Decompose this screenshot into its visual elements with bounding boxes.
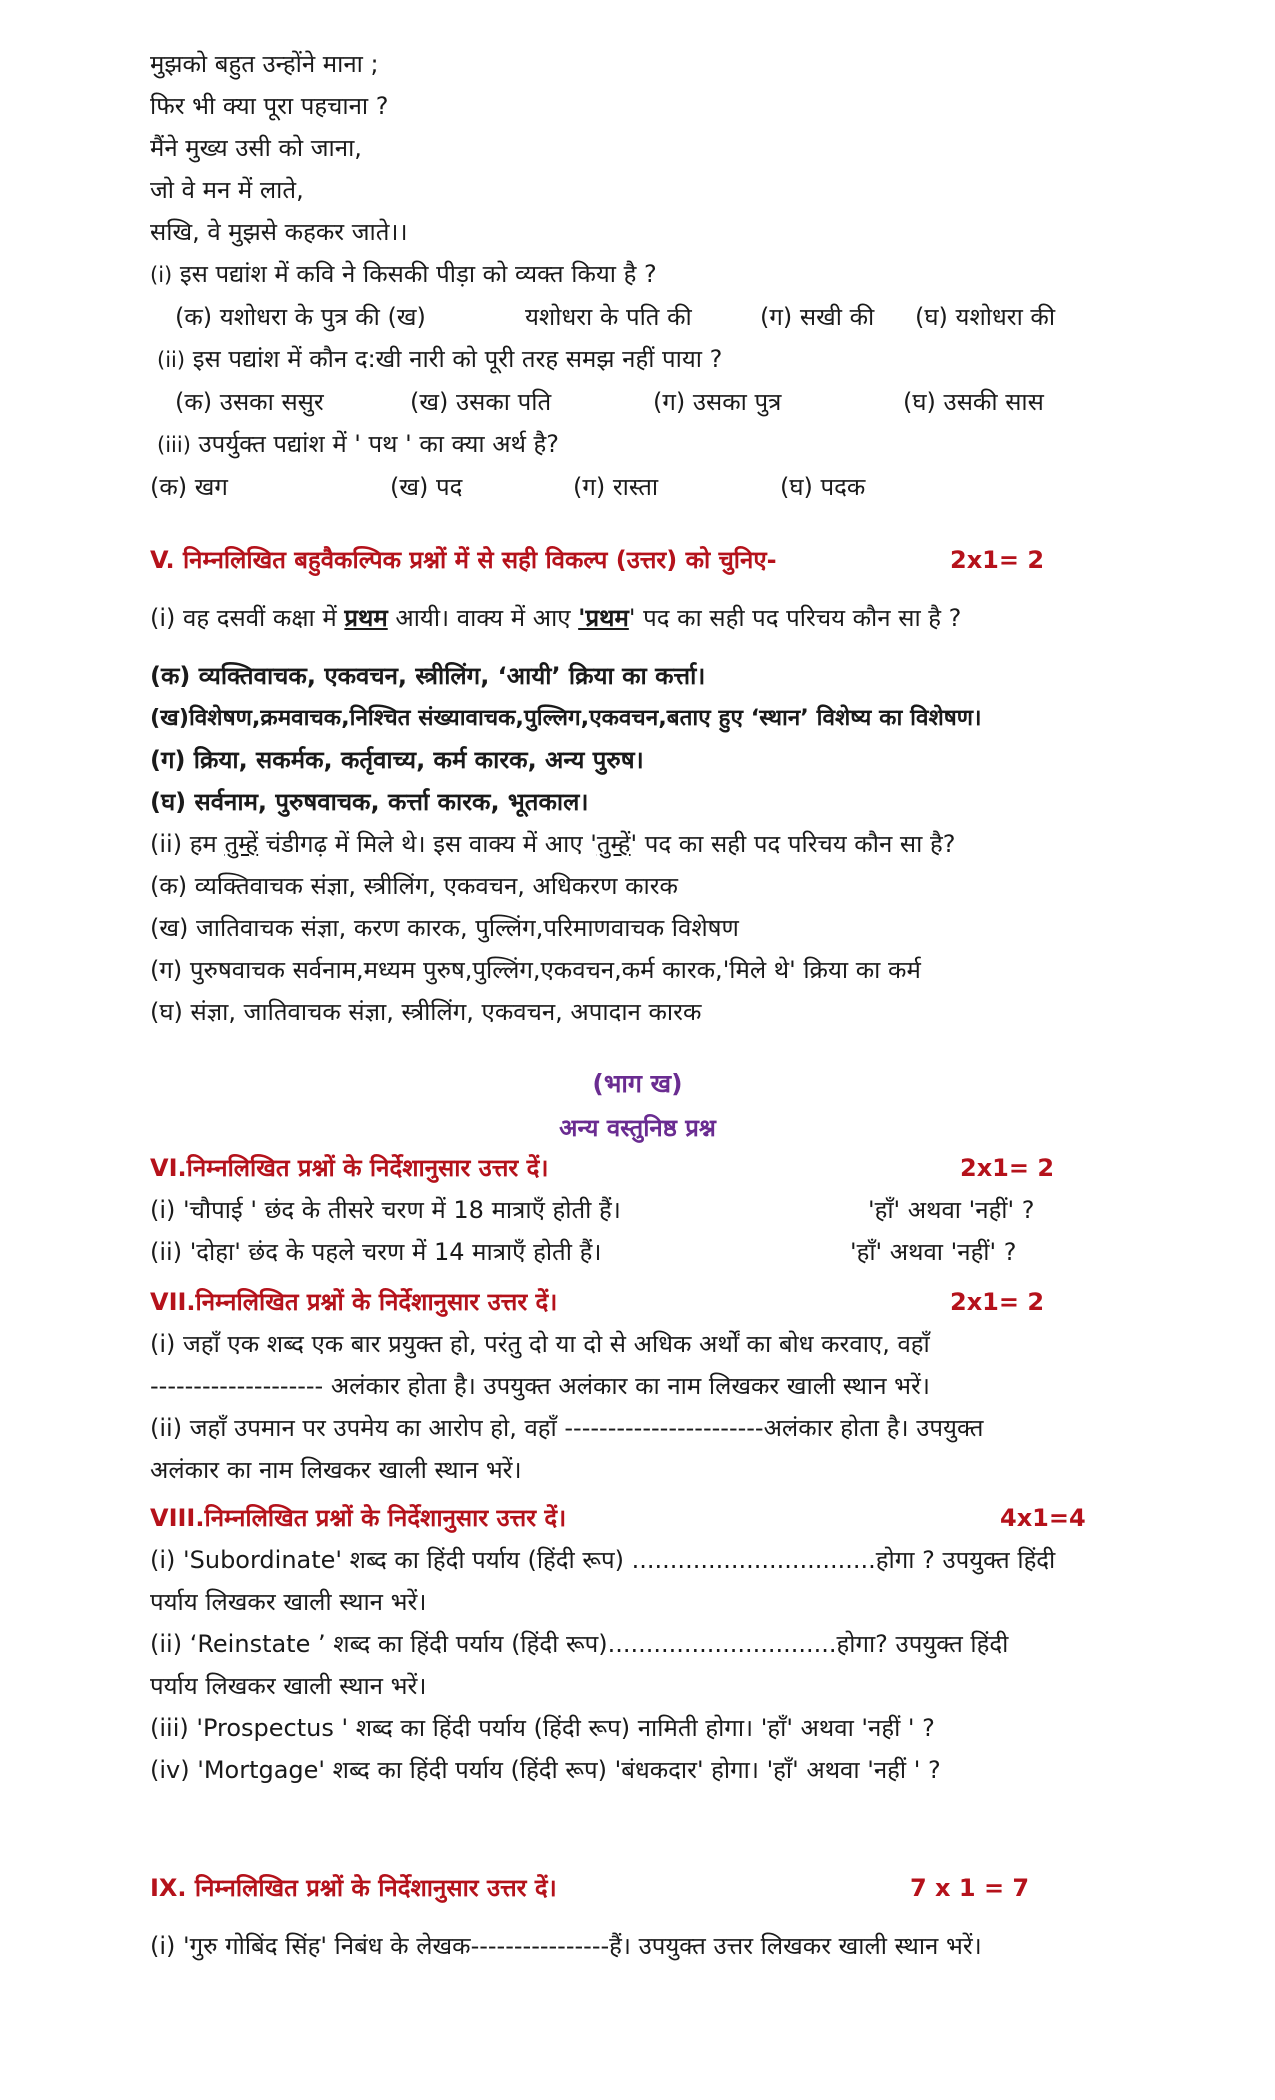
section-7-marks: 2x1= 2 <box>950 1288 1045 1316</box>
part-b-subtitle: अन्य वस्तुनिष्ठ प्रश्न <box>559 1114 716 1142</box>
poem-line-2: फिर भी क्या पूरा पहचाना ? <box>150 92 389 120</box>
q1-option-c: (ग) सखी की <box>760 303 875 331</box>
section-9-marks: 7 x 1 = 7 <box>910 1874 1030 1902</box>
section-5-heading: V. निम्नलिखित बहुवैकल्पिक प्रश्नों में से सही विकल्प (उत्तर) को चुनिए- <box>150 546 777 574</box>
q3-option-a: (क) खग <box>150 473 228 501</box>
q1-option-b: यशोधरा के पति की <box>525 303 692 331</box>
section-9-heading: IX. निम्नलिखित प्रश्नों के निर्देशानुसार उत्तर दें। <box>150 1874 557 1902</box>
section-8-line-6: (iv) 'Mortgage' शब्द का हिंदी पर्याय (हिंदी रूप) 'बंधकदार' होगा। 'हाँ' अथवा 'नहीं ' ? <box>150 1756 941 1784</box>
poem-line-4: जो वे मन में लाते, <box>150 176 304 204</box>
poem-question-2: (ii) इस पद्यांश में कौन द:खी नारी को पूरी तरह समझ नहीं पाया ? <box>157 345 723 373</box>
poem-question-1: (i) इस पद्यांश में कवि ने किसकी पीड़ा को व्यक्त किया है ? <box>150 260 657 288</box>
section-9-line-1: (i) 'गुरु गोबिंद सिंह' निबंध के लेखक----------------हैं। उपयुक्त उत्तर लिखकर खाली स्थान भरें। <box>150 1932 982 1960</box>
section-5-q2-option-d: (घ) संज्ञा, जातिवाचक संज्ञा, स्त्रीलिंग, एकवचन, अपादान कारक <box>150 998 702 1026</box>
section-7-heading: VII.निम्नलिखित प्रश्नों के निर्देशानुसार उत्तर दें। <box>150 1288 558 1316</box>
section-6-marks: 2x1= 2 <box>960 1154 1055 1182</box>
section-5-marks: 2x1= 2 <box>950 546 1045 574</box>
section-6-heading: VI.निम्नलिखित प्रश्नों के निर्देशानुसार उत्तर दें। <box>150 1154 549 1182</box>
section-8-line-4: पर्याय लिखकर खाली स्थान भरें। <box>150 1672 427 1700</box>
poem-line-3: मैंने मुख्य उसी को जाना, <box>150 134 362 162</box>
poem-line-5: सखि, वे मुझसे कहकर जाते।। <box>150 218 408 246</box>
q2-option-d: (घ) उसकी सास <box>903 388 1044 416</box>
section-8-line-5: (iii) 'Prospectus ' शब्द का हिंदी पर्याय (हिंदी रूप) नामिती होगा। 'हाँ' अथवा 'नहीं ' ? <box>150 1714 935 1742</box>
q2-option-b: (ख) उसका पति <box>410 388 552 416</box>
section-7-line-3: (ii) जहाँ उपमान पर उपमेय का आरोप हो, वहाँ -----------------------अलंकार होता है। उपयुक्त <box>150 1414 984 1442</box>
section-8-line-2: पर्याय लिखकर खाली स्थान भरें। <box>150 1588 427 1616</box>
section-5-q1-option-b: (ख)विशेषण,क्रमवाचक,निश्चित संख्यावाचक,पुल्लिग,एकवचन,बताए हुए ‘स्थान’ विशेष्य का विशेषण। <box>150 705 982 731</box>
section-5-q1-option-c: (ग) क्रिया, सकर्मक, कर्तृवाच्य, कर्म कारक, अन्य पुरुष। <box>150 746 644 774</box>
section-7-line-1: (i) जहाँ एक शब्द एक बार प्रयुक्त हो, परंतु दो या दो से अधिक अर्थों का बोध करवाए, वहाँ <box>150 1330 930 1358</box>
section-5-question-1: (i) वह दसवीं कक्षा में प्रथम आयी। वाक्य में आए 'प्रथम' पद का सही पद परिचय कौन सा है ? <box>150 604 962 632</box>
section-6-item-2: (ii) 'दोहा' छंद के पहले चरण में 14 मात्राएँ होती हैं। <box>150 1238 602 1266</box>
section-7-line-4: अलंकार का नाम लिखकर खाली स्थान भरें। <box>150 1456 522 1484</box>
section-8-line-1: (i) 'Subordinate' शब्द का हिंदी पर्याय (हिंदी रूप) ................................होगा ? उपयुक्त हिंदी <box>150 1546 1056 1574</box>
section-6-item-2-tail: 'हाँ' अथवा 'नहीं' ? <box>850 1238 1017 1266</box>
section-6-item-1: (i) 'चौपाई ' छंद के तीसरे चरण में 18 मात्राएँ होती हैं। <box>150 1196 621 1224</box>
section-5-q2-option-a: (क) व्यक्तिवाचक संज्ञा, स्त्रीलिंग, एकवचन, अधिकरण कारक <box>150 872 678 900</box>
q1-option-d: (घ) यशोधरा की <box>915 303 1056 331</box>
section-5-question-2: (ii) हम तुम्हें चंडीगढ़ में मिले थे। इस वाक्य में आए 'तुम्हें' पद का सही पद परिचय कौन सा है? <box>150 830 956 858</box>
section-5-q1-option-a: (क) व्यक्तिवाचक, एकवचन, स्त्रीलिंग, ‘आयी’ क्रिया का कर्त्ता। <box>150 662 706 690</box>
part-b-title: (भाग ख) <box>592 1069 683 1098</box>
q2-option-a: (क) उसका ससुर <box>175 388 324 416</box>
section-8-heading: VIII.निम्नलिखित प्रश्नों के निर्देशानुसार उत्तर दें। <box>150 1504 567 1532</box>
section-6-item-1-tail: 'हाँ' अथवा 'नहीं' ? <box>868 1196 1035 1224</box>
section-8-marks: 4x1=4 <box>1000 1504 1086 1532</box>
q2-option-c: (ग) उसका पुत्र <box>653 388 782 416</box>
q1-option-a: (क) यशोधरा के पुत्र की (ख) <box>175 303 426 331</box>
section-5-q2-option-c: (ग) पुरुषवाचक सर्वनाम,मध्यम पुरुष,पुल्लिंग,एकवचन,कर्म कारक,'मिले थे' क्रिया का कर्म <box>150 956 921 984</box>
q3-option-d: (घ) पदक <box>780 473 866 501</box>
section-5-q2-option-b: (ख) जातिवाचक संज्ञा, करण कारक, पुल्लिंग,परिमाणवाचक विशेषण <box>150 914 739 942</box>
q3-option-b: (ख) पद <box>390 473 463 501</box>
q3-option-c: (ग) रास्ता <box>573 473 659 501</box>
section-5-q1-option-d: (घ) सर्वनाम, पुरुषवाचक, कर्त्ता कारक, भूतकाल। <box>150 788 589 816</box>
section-7-line-2: -------------------- अलंकार होता है। उपयुक्त अलंकार का नाम लिखकर खाली स्थान भरें। <box>150 1372 930 1400</box>
section-8-line-3: (ii) ‘Reinstate ’ शब्द का हिंदी पर्याय (हिंदी रूप)..............................होगा? उपयुक्त हिंदी <box>150 1630 1009 1658</box>
poem-question-3: (iii) उपर्युक्त पद्यांश में ' पथ ' का क्या अर्थ है? <box>157 430 560 458</box>
poem-line-1: मुझको बहुत उन्होंने माना ; <box>150 50 379 78</box>
